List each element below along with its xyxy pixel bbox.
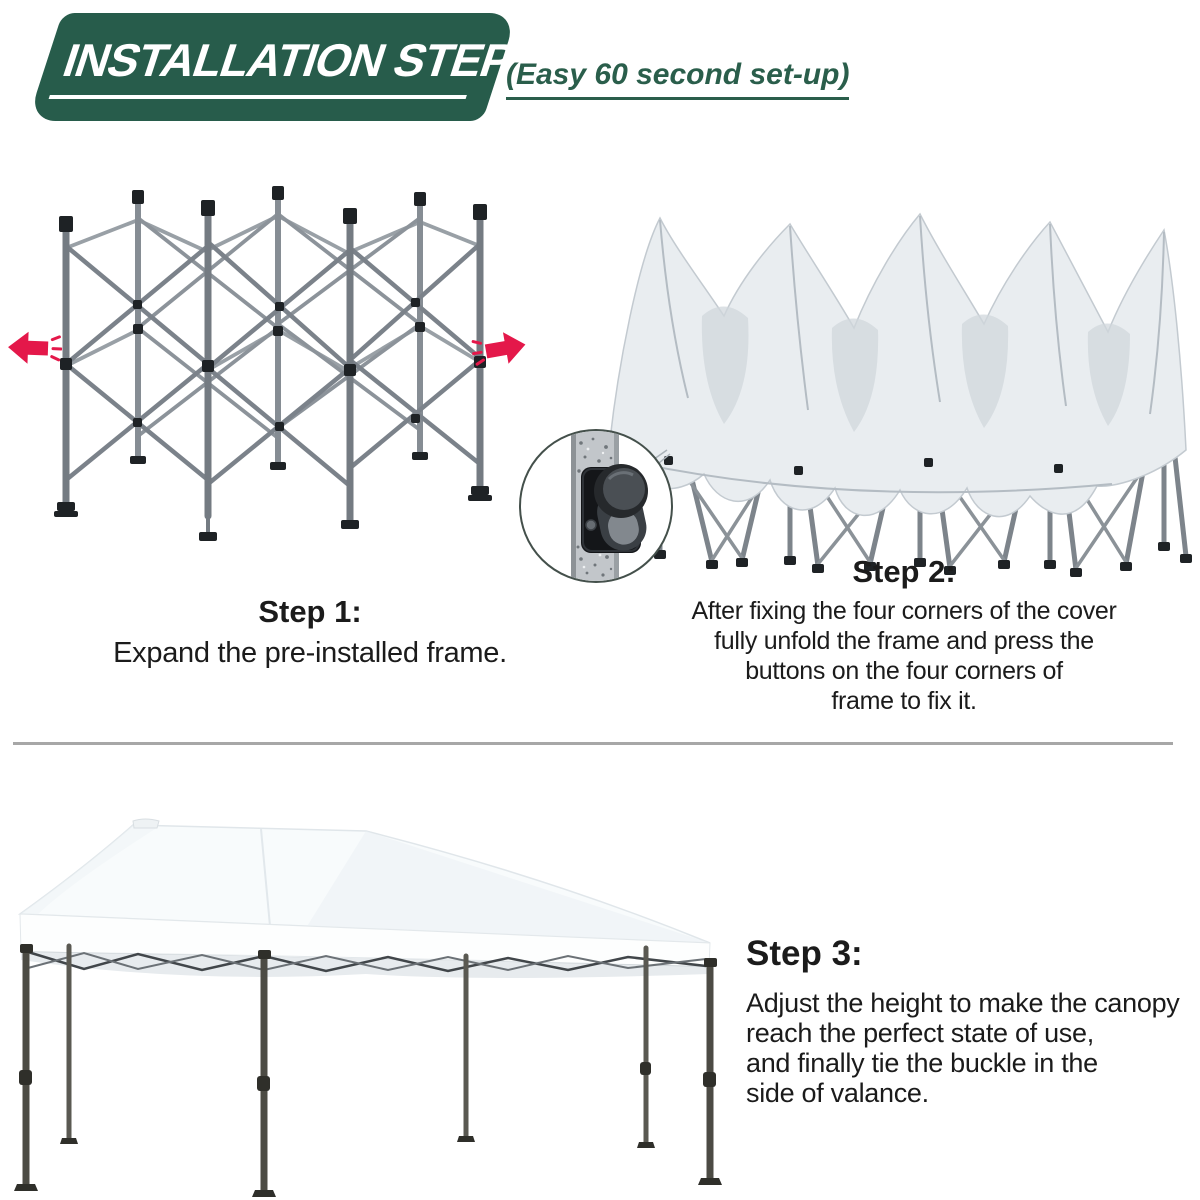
- section-divider: [13, 742, 1173, 745]
- header-banner: [27, 13, 521, 121]
- step3-line: Adjust the height to make the canopy: [746, 988, 1180, 1018]
- expand-arrow-left-icon: [5, 330, 62, 368]
- step1-line: Expand the pre-installed frame.: [113, 637, 507, 669]
- step3-line: reach the perfect state of use,: [746, 1018, 1094, 1048]
- header-subtitle: (Easy 60 second set-up): [506, 58, 849, 100]
- step2-line: fully unfold the frame and press the: [714, 627, 1094, 655]
- frame-joints: [54, 186, 492, 541]
- page-title: INSTALLATION STEP: [56, 34, 521, 86]
- canopy-legs: [14, 944, 722, 1197]
- step1-label: Step 1:: [258, 594, 362, 629]
- step2-line: After fixing the four corners of the cover: [691, 597, 1117, 625]
- step3-text: [746, 988, 1180, 1108]
- step2-line: frame to fix it.: [831, 687, 977, 715]
- cover-fabric: [610, 214, 1186, 517]
- step2-line: buttons on the four corners of: [745, 657, 1063, 685]
- step3-line: side of valance.: [746, 1078, 929, 1108]
- step2-label: Step 2:: [852, 554, 956, 589]
- step3-line: and finally tie the buckle in the: [746, 1048, 1098, 1078]
- title-underline: [49, 95, 467, 99]
- step2-text: [628, 554, 1180, 716]
- step1-frame-image: [28, 168, 508, 578]
- bracket-screw: [586, 520, 596, 530]
- step3-canopy-image: [6, 806, 734, 1200]
- step3-label: Step 3:: [746, 934, 863, 973]
- step1-text: [60, 594, 560, 670]
